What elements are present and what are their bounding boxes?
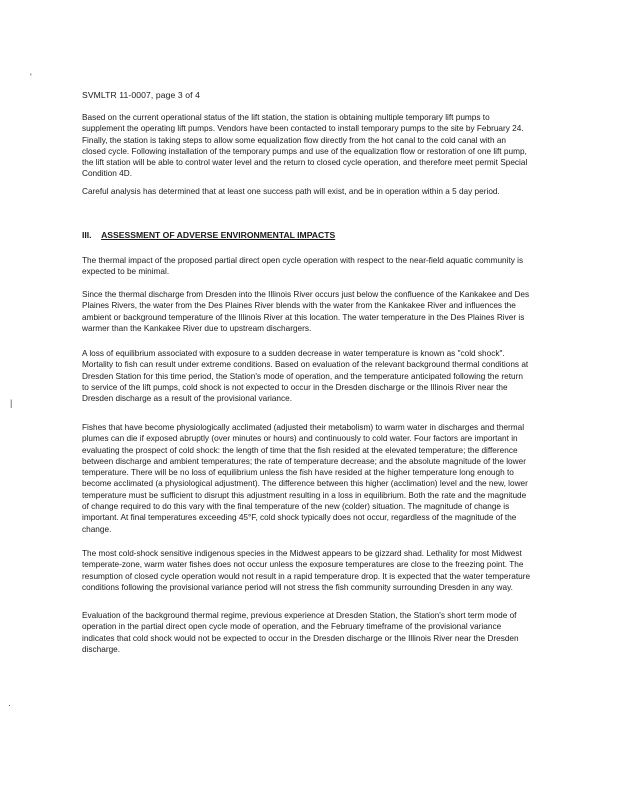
section-title: ASSESSMENT OF ADVERSE ENVIRONMENTAL IMPACTS: [101, 230, 336, 240]
paragraph-acclimation: Fishes that have become physiologically acclimated (adjusted their metabolism) to warm water in discharges and thermal plumes can die if exposed abruptly (over minutes or hours) and continuously to cold water. Four factors are important in evaluating the prospect of cold shock: the length of time that the fish resided at the elevated temperature; the difference between discharge and ambient temperatures; the rate of temperature decrease; and the absolute magnitude of the lower temperature. There will be no loss of equilibrium unless the fish have resided at the higher temperature long enough to become acclimated (a physiological adjustment). The difference between this higher (acclimation) level and the new, lower temperature must be sufficient to disrupt this adjustment resulting in a loss in equilibrium. Both the rate and the magnitude of change required to do this vary with the final temperature of the new (colder) situation. The magnitude of change is important. At final temperatures exceeding 45°F, cold shock typically does not occur, regardless of the magnitude of the change.: [82, 423, 528, 534]
paragraph-discharge: Since the thermal discharge from Dresden into the Illinois River occurs just below the confluence of the Kankakee and Des Plaines Rivers, the water from the Des Plaines River blends with the water from the Kankakee River and influences the ambient or background temperature of the Illinois River at this location. The water temperature in the Des Plaines River is warmer than the Kankakee River due to upstream dischargers.: [82, 290, 530, 333]
scan-mark: ·: [8, 700, 11, 710]
paragraph-evaluation: Evaluation of the background thermal regime, previous experience at Dresden Station, the Station's short term mode of operation in the partial direct open cycle mode of operation, and the February timeframe of the provisional variance indicates that cold shock would not be expected to occur in the Dresden discharge or the Illinois River near the Dresden discharge.: [82, 611, 519, 654]
section-heading: [82, 230, 335, 240]
paragraph-gizzard-shad: The most cold-shock sensitive indigenous species in the Midwest appears to be gizzard shad. Lethality for most Midwest temperate-zone, warm water fishes does not occur unless the exposure temperatures are close to the freezing point. The resumption of closed cycle operation would not result in a rapid temperature drop. It is expected that the water temperature conditions following the provisional variance period will not stress the fish community surrounding Dresden in any way.: [82, 549, 531, 592]
scan-mark: ': [30, 72, 32, 82]
paragraph-success-path: Careful analysis has determined that at least one success path will exist, and be in operation within a 5 day period.: [82, 187, 500, 196]
paragraph-lift-station: Based on the current operational status of the lift station, the station is obtaining multiple temporary lift pumps to supplement the operating lift pumps. Vendors have been contacted to install temporary pumps to the site by February 24. Finally, the station is taking steps to allow some equalization flow directly from the hot canal to the cold canal with an closed cycle. Following installation of the temporary pumps and use of the equalization flow or restoration of one lift pump, the lift station will be able to control water level and the return to closed cycle operation, and therefore meet permit Special Condition 4D.: [82, 113, 528, 179]
section-number: III.: [82, 230, 92, 240]
page-header: SVMLTR 11-0007, page 3 of 4: [82, 90, 200, 100]
paragraph-thermal-impact: The thermal impact of the proposed partial direct open cycle operation with respect to the near-field aquatic community is expected to be minimal.: [82, 256, 524, 277]
paragraph-cold-shock: A loss of equilibrium associated with exposure to a sudden decrease in water temperature is known as "cold shock". Mortality to fish can result under extreme conditions. Based on evaluation of the relevant background thermal conditions at Dresden Station for this time period, the Station's mode of operation, and the temperature anticipated following the return to service of the lift pumps, cold shock is not expected to occur in the Dresden discharge or the Illinois River near the Dresden discharge as a result of the provisional variance.: [82, 349, 529, 404]
scan-mark: |: [10, 398, 13, 408]
